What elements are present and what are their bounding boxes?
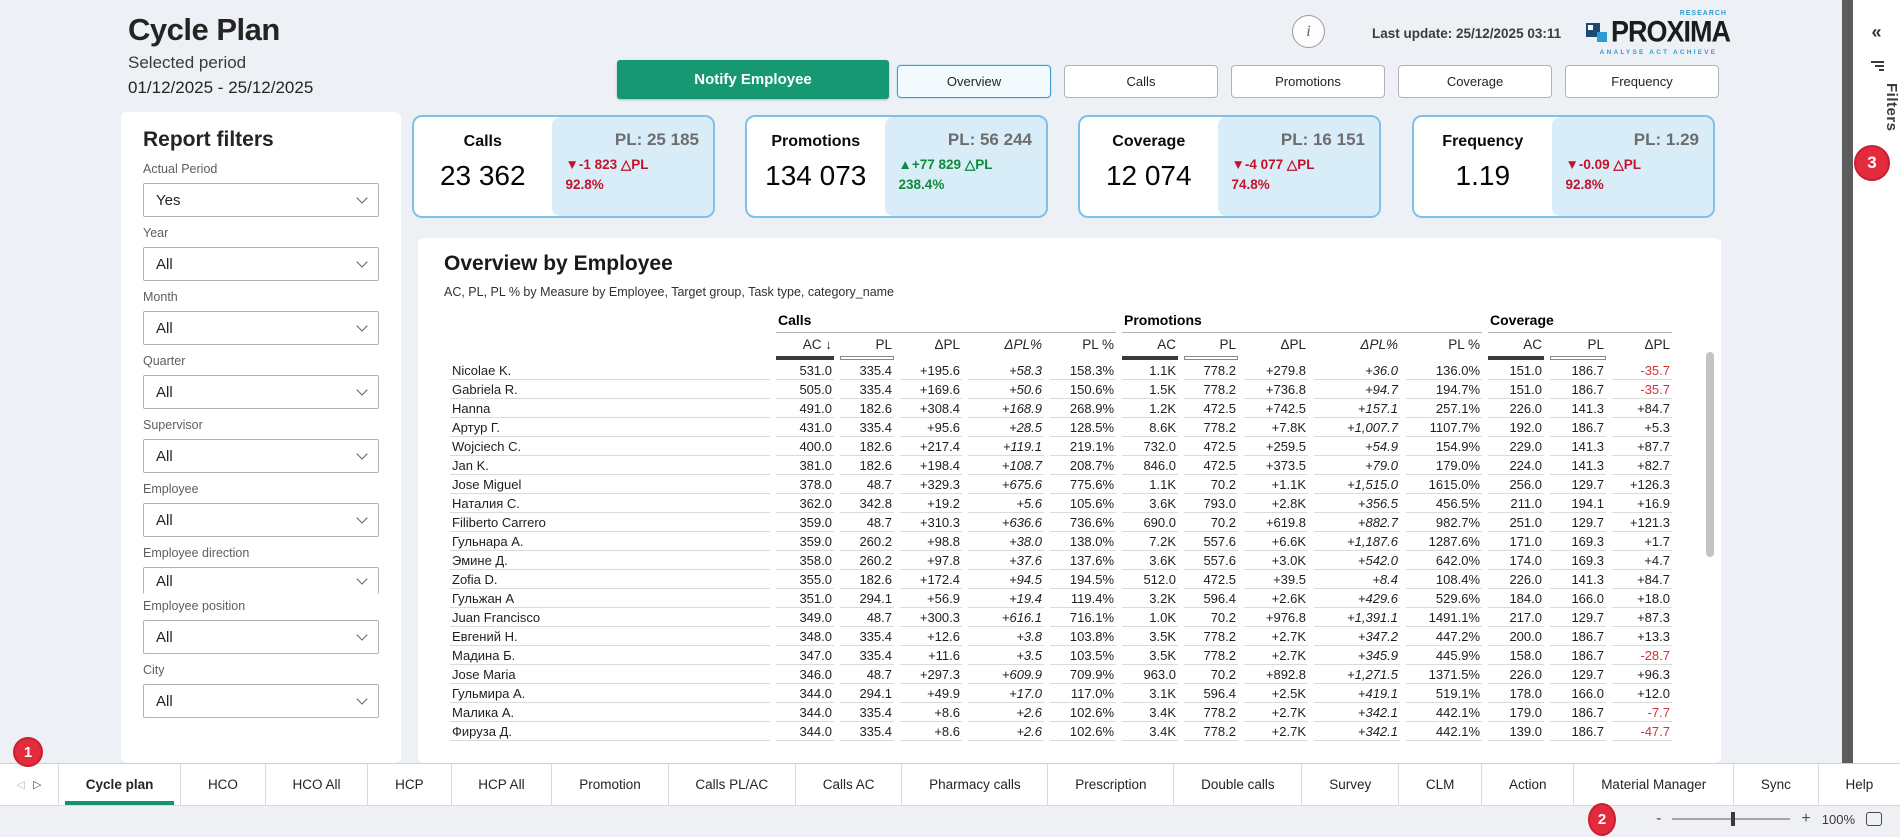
filter-label: Employee: [143, 482, 199, 496]
view-button-coverage[interactable]: Coverage: [1398, 65, 1552, 98]
chevron-down-icon: [356, 384, 367, 395]
zoom-control: [1656, 806, 1882, 832]
report-filters-title: Report filters: [143, 128, 274, 151]
table-row[interactable]: Эмине Д. 358.0 260.2 +97.8 +37.6 137.6% 3.6K 557.6 +3.0K +542.0 642.0% 174.0 169.3 +4.7: [452, 553, 1670, 568]
table-row[interactable]: Gabriela R. 505.0 335.4 +169.6 +50.6 150.6% 1.5K 778.2 +736.8 +94.7 194.7% 151.0 186.7 -35.7: [452, 382, 1670, 397]
column-group-coverage: Coverage: [1488, 309, 1672, 333]
tab-strip: [58, 764, 1900, 805]
column-header[interactable]: AC ↓: [802, 337, 832, 352]
filter-label: Quarter: [143, 354, 186, 368]
filter-employee: [143, 482, 379, 537]
filter-label: Employee position: [143, 597, 379, 613]
kpi-delta: ▼-1 823 △PL: [565, 157, 649, 172]
title-block: [128, 12, 313, 98]
column-header[interactable]: ΔPL: [1644, 337, 1670, 352]
column-header[interactable]: ΔPL: [1280, 337, 1306, 352]
zoom-in-button[interactable]: +: [1801, 810, 1811, 827]
tab-calls-pl-ac[interactable]: Calls PL/AC: [668, 764, 795, 805]
kpi-delta: ▲+77 829 △PL: [898, 157, 993, 172]
chevron-down-icon: [356, 693, 367, 704]
view-buttons: [897, 65, 1719, 98]
logo-tagline: ANALYSE ACT ACHIEVE: [1599, 49, 1718, 56]
filters-rail-label[interactable]: Filters: [1883, 83, 1900, 132]
sort-indicator-bar: [1122, 356, 1178, 360]
annotation-badge-2: 2: [1588, 803, 1616, 836]
kpi-card-calls: [412, 115, 715, 218]
chevron-down-icon: [356, 629, 367, 640]
column-group-calls: Calls: [776, 309, 1116, 333]
filter-value: All: [156, 255, 173, 273]
zoom-slider[interactable]: [1672, 818, 1790, 820]
kpi-card-frequency: [1412, 115, 1715, 218]
tab-prescription[interactable]: Prescription: [1047, 764, 1173, 805]
kpi-value: 23 362: [439, 160, 526, 191]
filter-dropdown[interactable]: [143, 439, 379, 473]
tab-hco[interactable]: HCO: [180, 764, 265, 805]
kpi-percent: 92.8%: [1565, 177, 1604, 192]
kpi-card-coverage: [1078, 115, 1381, 218]
report-filters-panel: [121, 112, 401, 763]
filter-value: All: [156, 692, 173, 710]
table-row[interactable]: Гульмира А. 344.0 294.1 +49.9 +17.0 117.0% 3.1K 596.4 +2.5K +419.1 519.1% 178.0 166.0 +12.0: [452, 686, 1670, 701]
annotation-badge-3: 3: [1854, 145, 1890, 181]
filter-dropdown[interactable]: [143, 311, 379, 345]
table-row[interactable]: Евгений Н. 348.0 335.4 +12.6 +3.8 103.8% 3.5K 778.2 +2.7K +347.2 447.2% 200.0 186.7 +13.3: [452, 629, 1670, 644]
filter-dropdown[interactable]: [143, 684, 379, 718]
view-button-calls[interactable]: Calls: [1064, 65, 1218, 98]
fit-to-screen-icon[interactable]: [1866, 812, 1882, 826]
kpi-delta: ▼-4 077 △PL: [1231, 157, 1315, 172]
kpi-title: Frequency: [1442, 133, 1524, 150]
tab-hco-all[interactable]: HCO All: [265, 764, 368, 805]
filter-dropdown[interactable]: [143, 247, 379, 281]
chevron-down-icon: [356, 512, 367, 523]
logo-text: PROXIMA: [1611, 15, 1731, 49]
filter-dropdown[interactable]: [143, 375, 379, 409]
filter-lines-icon[interactable]: [1870, 61, 1884, 71]
filter-label: City: [143, 663, 165, 677]
prev-tab-arrow-icon[interactable]: ◁: [16, 779, 25, 791]
filter-city: [143, 663, 379, 718]
notify-employee-button[interactable]: Notify Employee: [617, 60, 889, 99]
table-row[interactable]: Гульнара А. 359.0 260.2 +98.8 +38.0 138.0% 7.2K 557.6 +6.6K +1,187.6 1287.6% 171.0 169.3 +1.7: [452, 534, 1670, 549]
overview-panel: [418, 238, 1721, 763]
chevron-down-icon: [356, 256, 367, 267]
tab-hcp-all[interactable]: HCP All: [451, 764, 552, 805]
tab-sync[interactable]: Sync: [1733, 764, 1818, 805]
kpi-plan-value: PL: 1.29: [1633, 130, 1699, 149]
column-header[interactable]: AC: [1157, 337, 1176, 352]
filters-rail: [1853, 0, 1900, 763]
view-button-frequency[interactable]: Frequency: [1565, 65, 1719, 98]
tab-help[interactable]: Help: [1818, 764, 1900, 805]
column-header[interactable]: ΔPL%: [1004, 337, 1042, 352]
tab-action[interactable]: Action: [1481, 764, 1573, 805]
page-title: Cycle Plan: [128, 12, 280, 47]
tab-nav-arrows: [0, 764, 58, 805]
filter-dropdown[interactable]: [143, 567, 379, 594]
tab-cycle-plan[interactable]: Cycle plan: [58, 764, 180, 805]
column-header[interactable]: PL: [1587, 337, 1604, 352]
column-header[interactable]: PL: [875, 337, 892, 352]
chevron-down-icon: [356, 448, 367, 459]
plan-indicator-bar: [1184, 356, 1238, 360]
filter-label: Employee direction: [143, 546, 250, 560]
filter-dropdown[interactable]: [143, 503, 379, 537]
table-row[interactable]: Jose Miguel 378.0 48.7 +329.3 +675.6 775.6% 1.1K 70.2 +1.1K +1,515.0 1615.0% 256.0 129.7 +126.3: [452, 477, 1670, 492]
table-subtitle: AC, PL, PL % by Measure by Employee, Target group, Task type, category_name: [444, 285, 895, 299]
filter-list: [143, 162, 379, 718]
kpi-value: 1.19: [1455, 160, 1511, 191]
tab-double-calls[interactable]: Double calls: [1173, 764, 1301, 805]
table-row[interactable]: Фируза Д. 344.0 335.4 +8.6 +2.6 102.6% 3.4K 778.2 +2.7K +342.1 442.1% 139.0 186.7 -47.7: [452, 724, 1670, 739]
column-header[interactable]: PL %: [1448, 337, 1480, 352]
filter-quarter: [143, 354, 379, 409]
column-header[interactable]: AC: [1523, 337, 1542, 352]
filter-supervisor: [143, 418, 379, 473]
table-scrollbar[interactable]: [1706, 352, 1714, 557]
kpi-delta: ▼-0.09 △PL: [1565, 157, 1642, 172]
kpi-title: Coverage: [1112, 133, 1186, 150]
chevron-down-icon: [356, 192, 367, 203]
zoom-slider-thumb[interactable]: [1731, 812, 1735, 826]
kpi-percent: 238.4%: [898, 177, 945, 192]
filter-value: All: [156, 447, 173, 465]
table-row[interactable]: Hanna 491.0 182.6 +308.4 +168.9 268.9% 1.2K 472.5 +742.5 +157.1 257.1% 226.0 141.3 +84.7: [452, 401, 1670, 416]
filter-label: Actual Period: [143, 162, 218, 176]
zoom-percent: 100%: [1821, 811, 1855, 827]
info-icon[interactable]: i: [1292, 15, 1325, 48]
filter-dropdown[interactable]: [143, 183, 379, 217]
filter-employee-position: [143, 597, 379, 654]
tab-clm[interactable]: CLM: [1398, 764, 1481, 805]
chevron-down-icon: [356, 573, 367, 584]
table-row[interactable]: Наталия С. 362.0 342.8 +19.2 +5.6 105.6% 3.6K 793.0 +2.8K +356.5 456.5% 211.0 194.1 +16.9: [452, 496, 1670, 511]
filter-dropdown[interactable]: [143, 620, 379, 654]
column-header[interactable]: PL %: [1082, 337, 1114, 352]
column-header[interactable]: ΔPL%: [1360, 337, 1398, 352]
tab-pharmacy-calls[interactable]: Pharmacy calls: [901, 764, 1047, 805]
table-row[interactable]: Wojciech C. 400.0 182.6 +217.4 +119.1 219.1% 732.0 472.5 +259.5 +54.9 154.9% 229.0 141.3 +87.7: [452, 439, 1670, 454]
kpi-value: 12 074: [1105, 160, 1192, 191]
chevron-down-icon: [356, 320, 367, 331]
tab-promotion[interactable]: Promotion: [551, 764, 667, 805]
zoom-out-button[interactable]: -: [1656, 810, 1662, 827]
proxima-logo: [1586, 10, 1731, 56]
filter-employee-direction: [143, 546, 379, 594]
tab-calls-ac[interactable]: Calls AC: [795, 764, 901, 805]
kpi-value: 134 073: [765, 160, 867, 191]
filter-value: All: [156, 511, 173, 529]
tab-survey[interactable]: Survey: [1301, 764, 1398, 805]
tab-material-manager[interactable]: Material Manager: [1573, 764, 1733, 805]
filter-year: [143, 226, 379, 281]
kpi-percent: 92.8%: [565, 177, 604, 192]
filter-actual-period: [143, 162, 379, 217]
filter-value: All: [156, 628, 173, 646]
table-row[interactable]: Filiberto Carrero 359.0 48.7 +310.3 +636.6 736.6% 690.0 70.2 +619.8 +882.7 982.7% 251.0 129.7 +121.3: [452, 515, 1670, 530]
employee-table: [444, 309, 1678, 741]
rail-divider: [1842, 0, 1853, 763]
kpi-card-promotions: [745, 115, 1048, 218]
table-row[interactable]: Juan Francisco 349.0 48.7 +300.3 +616.1 716.1% 1.0K 70.2 +976.8 +1,391.1 1491.1% 217.0 129.7 +87.3: [452, 610, 1670, 625]
filter-value: All: [156, 383, 173, 401]
selected-period-label: Selected period: [128, 53, 247, 72]
view-button-promotions[interactable]: Promotions: [1231, 65, 1385, 98]
filter-value: Yes: [156, 191, 181, 209]
kpi-percent: 74.8%: [1231, 177, 1270, 192]
report-tab-bar: [0, 763, 1900, 805]
column-header[interactable]: ΔPL: [934, 337, 960, 352]
table-title: Overview by Employee: [444, 252, 673, 275]
annotation-badge-1: 1: [13, 737, 43, 767]
table-row[interactable]: Zofia D. 355.0 182.6 +172.4 +94.5 194.5% 512.0 472.5 +39.5 +8.4 108.4% 226.0 141.3 +84.7: [452, 572, 1670, 587]
filter-value: All: [156, 572, 173, 590]
period-value: 01/12/2025 - 25/12/2025: [128, 78, 314, 97]
expand-filters-icon[interactable]: «: [1871, 22, 1882, 42]
column-header[interactable]: PL: [1219, 337, 1236, 352]
filter-label: Supervisor: [143, 418, 203, 432]
filter-label: Month: [143, 290, 178, 304]
filter-value: All: [156, 319, 173, 337]
table-row[interactable]: Мадина Б. 347.0 335.4 +11.6 +3.5 103.5% 3.5K 778.2 +2.7K +345.9 445.9% 158.0 186.7 -28.7: [452, 648, 1670, 663]
kpi-title: Calls: [463, 133, 502, 150]
table-row[interactable]: Jose Maria 346.0 48.7 +297.3 +609.9 709.9% 963.0 70.2 +892.8 +1,271.5 1371.5% 226.0 129.7 +96.3: [452, 667, 1670, 682]
kpi-plan-value: PL: 25 185: [614, 130, 699, 149]
filter-label: Year: [143, 226, 169, 240]
table-row[interactable]: Nicolae K. 531.0 335.4 +195.6 +58.3 158.3% 1.1K 778.2 +279.8 +36.0 136.0% 151.0 186.7 -35.7: [452, 363, 1670, 378]
filter-month: [143, 290, 379, 345]
logo-squares-icon: [1586, 21, 1608, 45]
plan-indicator-bar: [1550, 356, 1606, 360]
column-group-promotions: Promotions: [1122, 309, 1482, 333]
kpi-plan-value: PL: 16 151: [1280, 130, 1365, 149]
table-row[interactable]: Jan K. 381.0 182.6 +198.4 +108.7 208.7% 846.0 472.5 +373.5 +79.0 179.0% 224.0 141.3 +82.7: [452, 458, 1670, 473]
logo-research-text: RESEARCH: [1679, 10, 1727, 17]
kpi-plan-value: PL: 56 244: [947, 130, 1032, 149]
sort-indicator-bar: [1488, 356, 1544, 360]
next-tab-arrow-icon[interactable]: ▷: [33, 779, 42, 791]
table-row[interactable]: Гульжан А 351.0 294.1 +56.9 +19.4 119.4% 3.2K 596.4 +2.6K +429.6 529.6% 184.0 166.0 +18.0: [452, 591, 1670, 606]
sort-indicator-bar: [776, 356, 834, 360]
kpi-title: Promotions: [771, 133, 861, 150]
plan-indicator-bar: [840, 356, 894, 360]
tab-hcp[interactable]: HCP: [367, 764, 450, 805]
table-row[interactable]: Артур Г. 431.0 335.4 +95.6 +28.5 128.5% 8.6K 778.2 +7.8K +1,007.7 1107.7% 192.0 186.7 +5.3: [452, 420, 1670, 435]
view-button-overview[interactable]: Overview: [897, 65, 1051, 98]
table-row[interactable]: Малика А. 344.0 335.4 +8.6 +2.6 102.6% 3.4K 778.2 +2.7K +342.1 442.1% 179.0 186.7 -7.7: [452, 705, 1670, 720]
last-update-label: Last update: 25/12/2025 03:11: [1372, 26, 1562, 41]
